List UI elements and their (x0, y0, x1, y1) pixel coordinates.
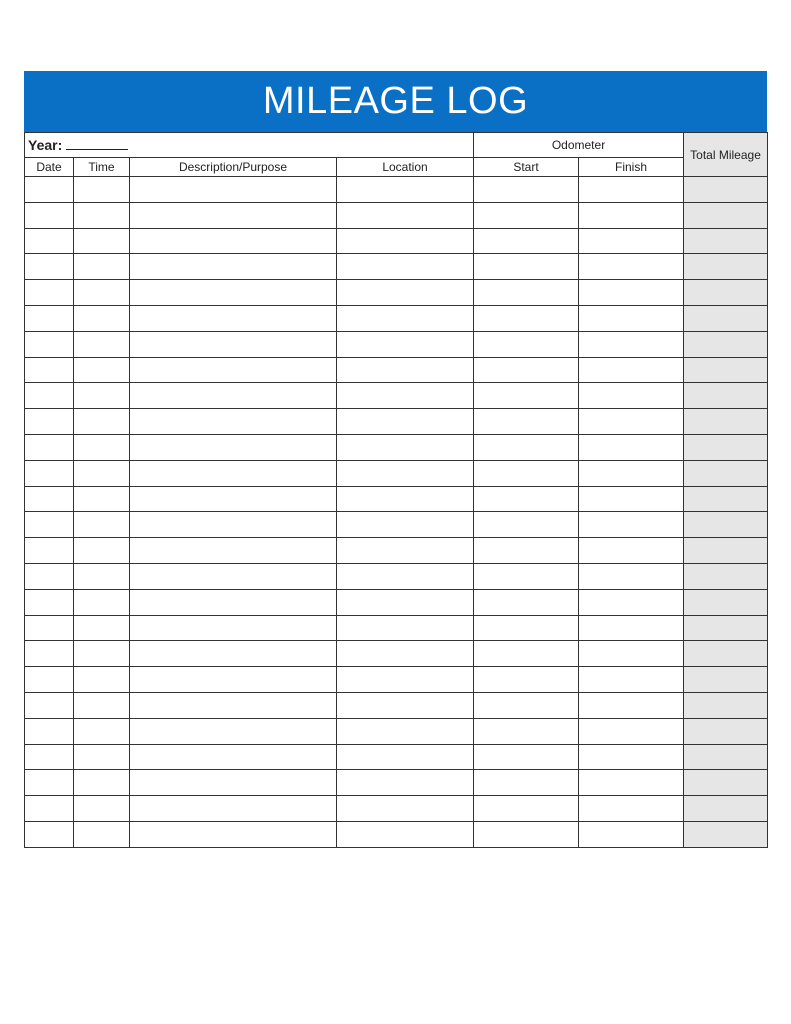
location-cell[interactable] (337, 254, 474, 280)
odometer-finish-cell[interactable] (579, 357, 684, 383)
date-cell[interactable] (25, 434, 74, 460)
time-cell[interactable] (74, 202, 130, 228)
date-cell[interactable] (25, 331, 74, 357)
total-mileage-cell[interactable] (684, 796, 768, 822)
description-cell[interactable] (130, 305, 337, 331)
year-blank-line (66, 137, 128, 150)
log-row (25, 770, 768, 796)
time-cell[interactable] (74, 228, 130, 254)
odometer-finish-cell[interactable] (579, 512, 684, 538)
log-row (25, 177, 768, 203)
date-cell[interactable] (25, 641, 74, 667)
time-cell[interactable] (74, 357, 130, 383)
time-cell[interactable] (74, 821, 130, 847)
description-cell[interactable] (130, 202, 337, 228)
log-row (25, 331, 768, 357)
log-row (25, 486, 768, 512)
location-cell[interactable] (337, 460, 474, 486)
mileage-log-sheet (24, 71, 767, 848)
time-cell[interactable] (74, 692, 130, 718)
location-cell[interactable] (337, 667, 474, 693)
odometer-start-cell[interactable] (474, 409, 579, 435)
date-cell[interactable] (25, 538, 74, 564)
title-bar (24, 71, 767, 132)
location-cell[interactable] (337, 357, 474, 383)
odometer-start-cell[interactable] (474, 563, 579, 589)
date-cell[interactable] (25, 770, 74, 796)
odometer-start-cell[interactable] (474, 434, 579, 460)
odometer-start-cell[interactable] (474, 460, 579, 486)
description-cell[interactable] (130, 512, 337, 538)
odometer-start-cell[interactable] (474, 486, 579, 512)
time-cell[interactable] (74, 331, 130, 357)
time-column-header: Time (74, 158, 130, 177)
description-cell[interactable] (130, 589, 337, 615)
description-cell[interactable] (130, 718, 337, 744)
odometer-start-cell[interactable] (474, 744, 579, 770)
description-cell[interactable] (130, 667, 337, 693)
total-mileage-cell[interactable] (684, 692, 768, 718)
time-cell[interactable] (74, 434, 130, 460)
odometer-finish-cell[interactable] (579, 331, 684, 357)
description-cell[interactable] (130, 770, 337, 796)
odometer-start-cell[interactable] (474, 770, 579, 796)
odometer-finish-cell[interactable] (579, 744, 684, 770)
log-row (25, 589, 768, 615)
description-cell[interactable] (130, 177, 337, 203)
total-mileage-cell[interactable] (684, 589, 768, 615)
total-mileage-cell[interactable] (684, 460, 768, 486)
time-cell[interactable] (74, 589, 130, 615)
location-cell[interactable] (337, 409, 474, 435)
total-mileage-cell[interactable] (684, 434, 768, 460)
date-cell[interactable] (25, 228, 74, 254)
time-cell[interactable] (74, 460, 130, 486)
description-cell[interactable] (130, 615, 337, 641)
odometer-finish-cell[interactable] (579, 796, 684, 822)
odometer-finish-cell[interactable] (579, 460, 684, 486)
description-cell[interactable] (130, 796, 337, 822)
odometer-start-cell[interactable] (474, 667, 579, 693)
location-cell[interactable] (337, 486, 474, 512)
description-cell[interactable] (130, 563, 337, 589)
log-row (25, 641, 768, 667)
date-cell[interactable] (25, 744, 74, 770)
time-cell[interactable] (74, 770, 130, 796)
finish-column-header: Finish (579, 158, 684, 177)
total-mileage-cell[interactable] (684, 357, 768, 383)
page-title: MILEAGE LOG (262, 80, 529, 122)
total-mileage-cell[interactable] (684, 667, 768, 693)
date-cell[interactable] (25, 486, 74, 512)
log-row (25, 409, 768, 435)
total-mileage-cell[interactable] (684, 228, 768, 254)
location-column-header: Location (337, 158, 474, 177)
time-cell[interactable] (74, 796, 130, 822)
odometer-start-cell[interactable] (474, 615, 579, 641)
odometer-finish-cell[interactable] (579, 770, 684, 796)
time-cell[interactable] (74, 512, 130, 538)
date-cell[interactable] (25, 821, 74, 847)
description-cell[interactable] (130, 357, 337, 383)
date-cell[interactable] (25, 563, 74, 589)
time-cell[interactable] (74, 563, 130, 589)
odometer-start-cell[interactable] (474, 796, 579, 822)
odometer-finish-cell[interactable] (579, 177, 684, 203)
total-mileage-cell[interactable] (684, 538, 768, 564)
date-cell[interactable] (25, 796, 74, 822)
description-cell[interactable] (130, 538, 337, 564)
total-mileage-header: Total Mileage (684, 133, 768, 177)
odometer-finish-cell[interactable] (579, 538, 684, 564)
total-mileage-cell[interactable] (684, 177, 768, 203)
log-row (25, 692, 768, 718)
description-cell[interactable] (130, 331, 337, 357)
total-mileage-cell[interactable] (684, 744, 768, 770)
odometer-finish-cell[interactable] (579, 409, 684, 435)
time-cell[interactable] (74, 280, 130, 306)
odometer-header: Odometer (474, 133, 684, 158)
odometer-start-cell[interactable] (474, 305, 579, 331)
location-cell[interactable] (337, 821, 474, 847)
time-cell[interactable] (74, 744, 130, 770)
odometer-finish-cell[interactable] (579, 305, 684, 331)
odometer-finish-cell[interactable] (579, 718, 684, 744)
location-cell[interactable] (337, 434, 474, 460)
description-cell[interactable] (130, 821, 337, 847)
date-cell[interactable] (25, 305, 74, 331)
date-cell[interactable] (25, 280, 74, 306)
log-row (25, 228, 768, 254)
log-row (25, 357, 768, 383)
total-mileage-cell[interactable] (684, 641, 768, 667)
location-cell[interactable] (337, 538, 474, 564)
odometer-finish-cell[interactable] (579, 589, 684, 615)
total-mileage-cell[interactable] (684, 615, 768, 641)
total-mileage-cell[interactable] (684, 254, 768, 280)
odometer-finish-cell[interactable] (579, 228, 684, 254)
location-cell[interactable] (337, 563, 474, 589)
time-cell[interactable] (74, 538, 130, 564)
odometer-start-cell[interactable] (474, 718, 579, 744)
date-cell[interactable] (25, 409, 74, 435)
date-cell[interactable] (25, 202, 74, 228)
log-row (25, 744, 768, 770)
odometer-start-cell[interactable] (474, 589, 579, 615)
description-cell[interactable] (130, 383, 337, 409)
odometer-finish-cell[interactable] (579, 615, 684, 641)
date-cell[interactable] (25, 615, 74, 641)
location-cell[interactable] (337, 718, 474, 744)
time-cell[interactable] (74, 718, 130, 744)
total-mileage-cell[interactable] (684, 409, 768, 435)
location-cell[interactable] (337, 692, 474, 718)
odometer-finish-cell[interactable] (579, 280, 684, 306)
time-cell[interactable] (74, 615, 130, 641)
location-cell[interactable] (337, 383, 474, 409)
total-mileage-cell[interactable] (684, 280, 768, 306)
odometer-start-cell[interactable] (474, 331, 579, 357)
total-mileage-cell[interactable] (684, 563, 768, 589)
description-cell[interactable] (130, 692, 337, 718)
total-mileage-cell[interactable] (684, 770, 768, 796)
total-mileage-cell[interactable] (684, 305, 768, 331)
date-cell[interactable] (25, 512, 74, 538)
date-cell[interactable] (25, 718, 74, 744)
description-cell[interactable] (130, 641, 337, 667)
odometer-start-cell[interactable] (474, 177, 579, 203)
time-cell[interactable] (74, 409, 130, 435)
location-cell[interactable] (337, 615, 474, 641)
description-cell[interactable] (130, 280, 337, 306)
log-row (25, 460, 768, 486)
odometer-start-cell[interactable] (474, 228, 579, 254)
date-cell[interactable] (25, 667, 74, 693)
odometer-finish-cell[interactable] (579, 692, 684, 718)
odometer-start-cell[interactable] (474, 383, 579, 409)
date-cell[interactable] (25, 692, 74, 718)
time-cell[interactable] (74, 305, 130, 331)
total-mileage-cell[interactable] (684, 718, 768, 744)
location-cell[interactable] (337, 331, 474, 357)
odometer-finish-cell[interactable] (579, 667, 684, 693)
log-row (25, 280, 768, 306)
description-cell[interactable] (130, 486, 337, 512)
year-label: Year: (28, 137, 63, 153)
location-cell[interactable] (337, 744, 474, 770)
date-cell[interactable] (25, 254, 74, 280)
header-row-columns (25, 158, 768, 177)
location-cell[interactable] (337, 228, 474, 254)
description-column-header: Description/Purpose (130, 158, 337, 177)
location-cell[interactable] (337, 280, 474, 306)
header-row-top (25, 133, 768, 158)
description-cell[interactable] (130, 228, 337, 254)
odometer-start-cell[interactable] (474, 692, 579, 718)
odometer-start-cell[interactable] (474, 821, 579, 847)
log-row (25, 202, 768, 228)
time-cell[interactable] (74, 486, 130, 512)
location-cell[interactable] (337, 177, 474, 203)
date-cell[interactable] (25, 357, 74, 383)
log-row (25, 563, 768, 589)
odometer-start-cell[interactable] (474, 202, 579, 228)
total-mileage-cell[interactable] (684, 512, 768, 538)
odometer-finish-cell[interactable] (579, 202, 684, 228)
log-row (25, 512, 768, 538)
total-mileage-cell[interactable] (684, 202, 768, 228)
odometer-start-cell[interactable] (474, 280, 579, 306)
log-row (25, 305, 768, 331)
location-cell[interactable] (337, 305, 474, 331)
log-row (25, 667, 768, 693)
time-cell[interactable] (74, 254, 130, 280)
description-cell[interactable] (130, 434, 337, 460)
odometer-finish-cell[interactable] (579, 563, 684, 589)
description-cell[interactable] (130, 409, 337, 435)
total-mileage-cell[interactable] (684, 486, 768, 512)
log-row (25, 796, 768, 822)
odometer-finish-cell[interactable] (579, 383, 684, 409)
odometer-start-cell[interactable] (474, 254, 579, 280)
date-cell[interactable] (25, 177, 74, 203)
time-cell[interactable] (74, 383, 130, 409)
time-cell[interactable] (74, 177, 130, 203)
date-cell[interactable] (25, 589, 74, 615)
odometer-start-cell[interactable] (474, 641, 579, 667)
location-cell[interactable] (337, 796, 474, 822)
log-row (25, 538, 768, 564)
time-cell[interactable] (74, 667, 130, 693)
total-mileage-cell[interactable] (684, 383, 768, 409)
log-row (25, 434, 768, 460)
location-cell[interactable] (337, 512, 474, 538)
location-cell[interactable] (337, 641, 474, 667)
start-column-header: Start (474, 158, 579, 177)
odometer-finish-cell[interactable] (579, 486, 684, 512)
description-cell[interactable] (130, 254, 337, 280)
date-column-header: Date (25, 158, 74, 177)
odometer-finish-cell[interactable] (579, 641, 684, 667)
odometer-start-cell[interactable] (474, 538, 579, 564)
log-row (25, 821, 768, 847)
description-cell[interactable] (130, 460, 337, 486)
date-cell[interactable] (25, 383, 74, 409)
odometer-finish-cell[interactable] (579, 821, 684, 847)
total-mileage-cell[interactable] (684, 821, 768, 847)
odometer-finish-cell[interactable] (579, 254, 684, 280)
time-cell[interactable] (74, 641, 130, 667)
log-row (25, 615, 768, 641)
date-cell[interactable] (25, 460, 74, 486)
log-row (25, 254, 768, 280)
odometer-finish-cell[interactable] (579, 434, 684, 460)
location-cell[interactable] (337, 770, 474, 796)
odometer-start-cell[interactable] (474, 512, 579, 538)
odometer-start-cell[interactable] (474, 357, 579, 383)
year-field[interactable] (25, 133, 474, 158)
mileage-log-table (24, 132, 768, 848)
location-cell[interactable] (337, 589, 474, 615)
total-mileage-cell[interactable] (684, 331, 768, 357)
description-cell[interactable] (130, 744, 337, 770)
log-row (25, 718, 768, 744)
log-row (25, 383, 768, 409)
location-cell[interactable] (337, 202, 474, 228)
